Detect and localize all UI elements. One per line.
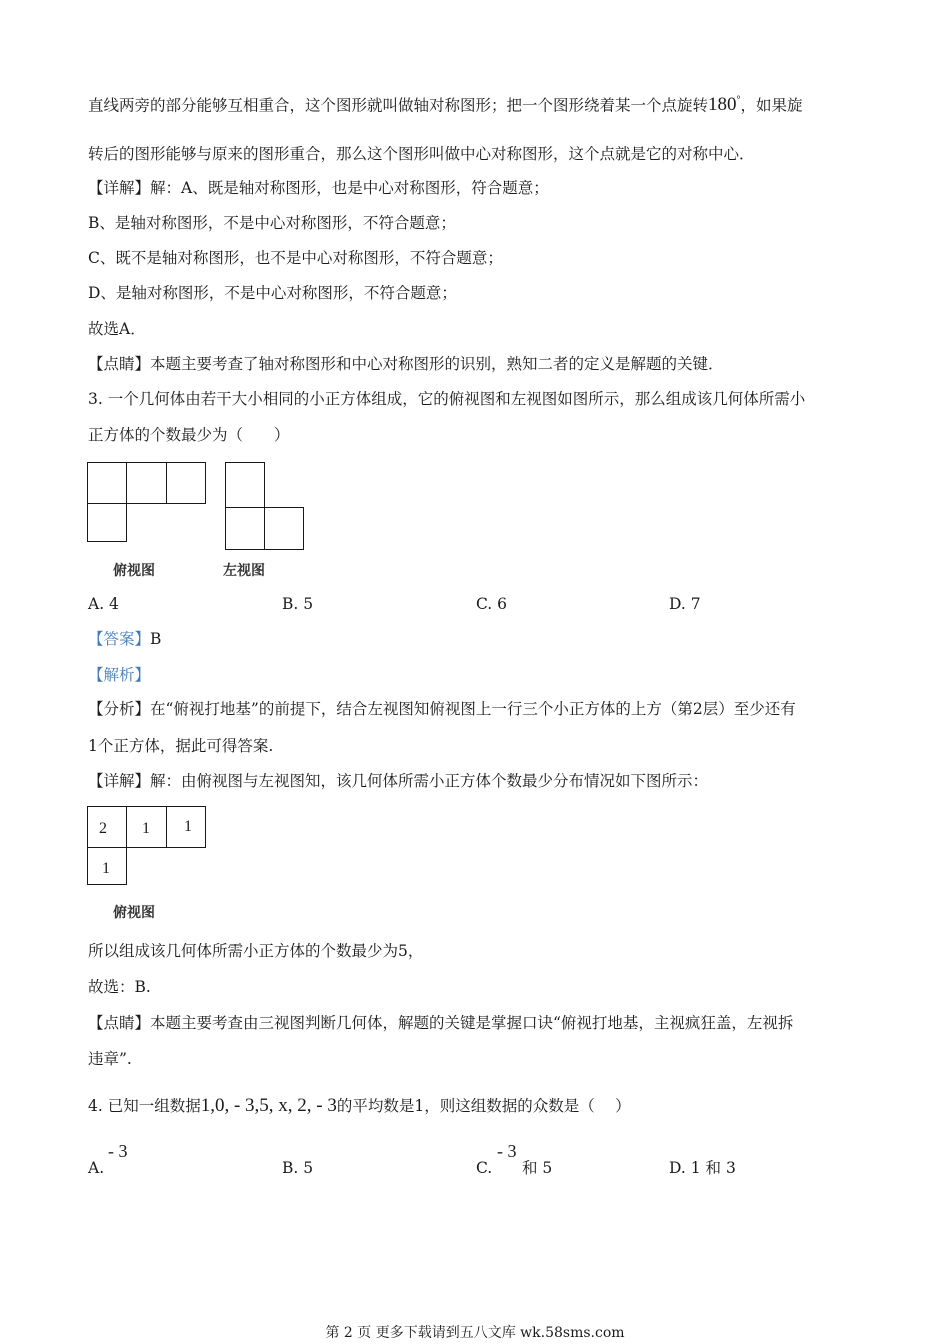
- paragraph-line-2: 转后的图形能够与原来的图形重合，那么这个图形叫做中心对称图形，这个点就是它的对称中心．: [88, 145, 755, 163]
- numbered-cell: [87, 806, 127, 848]
- analysis-tag: 【解析】: [88, 666, 151, 684]
- q4-option-a-math: - 3: [108, 1141, 128, 1161]
- answer-value: B: [150, 630, 162, 648]
- choose-line: 故选：B.: [88, 978, 151, 996]
- q4-option-d: D. 1 和 3: [669, 1159, 736, 1177]
- q3-stem-line-2: 正方体的个数最少为（ ）: [88, 426, 290, 444]
- q4-stem-prefix: 4. 已知一组数据: [88, 1097, 201, 1115]
- analysis-line-2: 1个正方体，据此可得答案.: [88, 737, 274, 755]
- q3-option-a: A. 4: [88, 595, 119, 613]
- paragraph-text: ，如果旋: [740, 96, 803, 115]
- q3-option-d: D. 7: [669, 595, 701, 613]
- numbered-view-label: 俯视图: [113, 905, 155, 921]
- top-view-cell: [87, 503, 127, 542]
- choose-a: 故选A．: [88, 320, 146, 338]
- q3-answer-line: [88, 628, 161, 650]
- conclusion-line: 所以组成该几何体所需小正方体的个数最少为5，: [88, 942, 424, 960]
- top-view-cell: [126, 462, 167, 504]
- cell-number: 1: [142, 820, 150, 837]
- paragraph-line-1: [88, 90, 803, 116]
- cell-number: 1: [102, 860, 110, 877]
- left-view-label: 左视图: [223, 563, 265, 579]
- q3-option-c: C. 6: [476, 595, 508, 613]
- q4-option-a-label: A.: [88, 1159, 105, 1177]
- cell-number: 2: [99, 820, 107, 837]
- point-note: 【点睛】本题主要考查了轴对称图形和中心对称图形的识别，熟知二者的定义是解题的关键．: [88, 355, 724, 373]
- q4-option-c-suffix: 和 5: [522, 1159, 553, 1177]
- detail-line-b: B、是轴对称图形，不是中心对称图形，不符合题意；: [88, 214, 456, 232]
- detail-line-a: 【详解】解：A、既是轴对称图形，也是中心对称图形，符合题意；: [88, 179, 549, 197]
- angle-180: 180°: [708, 94, 741, 116]
- q4-data-set: 1,0, - 3,5, x, 2, - 3: [200, 1095, 337, 1116]
- left-view-cell: [264, 507, 304, 550]
- q4-stem: [88, 1095, 631, 1117]
- page-footer: 第 2 页 更多下载请到五八文库 wk.58sms.com: [325, 1325, 625, 1341]
- analysis-line-1: 【分析】在“俯视打地基”的前提下，结合左视图知俯视图上一行三个小正方体的上方（第2层）至少还有: [88, 700, 796, 718]
- top-view-cell: [166, 462, 206, 504]
- top-view-label: 俯视图: [113, 563, 155, 579]
- detail-line-d: D、是轴对称图形，不是中心对称图形，不符合题意；: [88, 284, 457, 302]
- q4-option-c-math: - 3: [497, 1141, 517, 1161]
- q4-stem-suffix: 的平均数是1，则这组数据的众数是（ ）: [336, 1097, 631, 1115]
- left-view-cell: [225, 507, 265, 550]
- detail-line: 【详解】解：由俯视图与左视图知，该几何体所需小正方体个数最少分布情况如下图所示：: [88, 772, 709, 790]
- cell-number: 1: [184, 818, 192, 835]
- point-line-1: 【点睛】本题主要考查由三视图判断几何体，解题的关键是掌握口诀“俯视打地基，主视疯狂盖，左视拆: [88, 1014, 794, 1032]
- detail-line-c: C、既不是轴对称图形，也不是中心对称图形，不符合题意；: [88, 249, 503, 267]
- q3-stem-line-1: 3. 一个几何体由若干大小相同的小正方体组成，它的俯视图和左视图如图所示，那么组成该几何体所需小: [88, 390, 806, 408]
- q3-option-b: B. 5: [282, 595, 314, 613]
- top-view-cell: [87, 462, 127, 504]
- left-view-cell: [225, 462, 265, 508]
- point-line-2: 违章”.: [88, 1050, 132, 1068]
- paragraph-text: 直线两旁的部分能够互相重合，这个图形就叫做轴对称图形；把一个图形绕着某一个点旋转: [88, 96, 709, 115]
- q4-option-c-label: C.: [476, 1159, 493, 1177]
- answer-tag: 【答案】: [88, 630, 151, 648]
- q4-option-b: B. 5: [282, 1159, 314, 1177]
